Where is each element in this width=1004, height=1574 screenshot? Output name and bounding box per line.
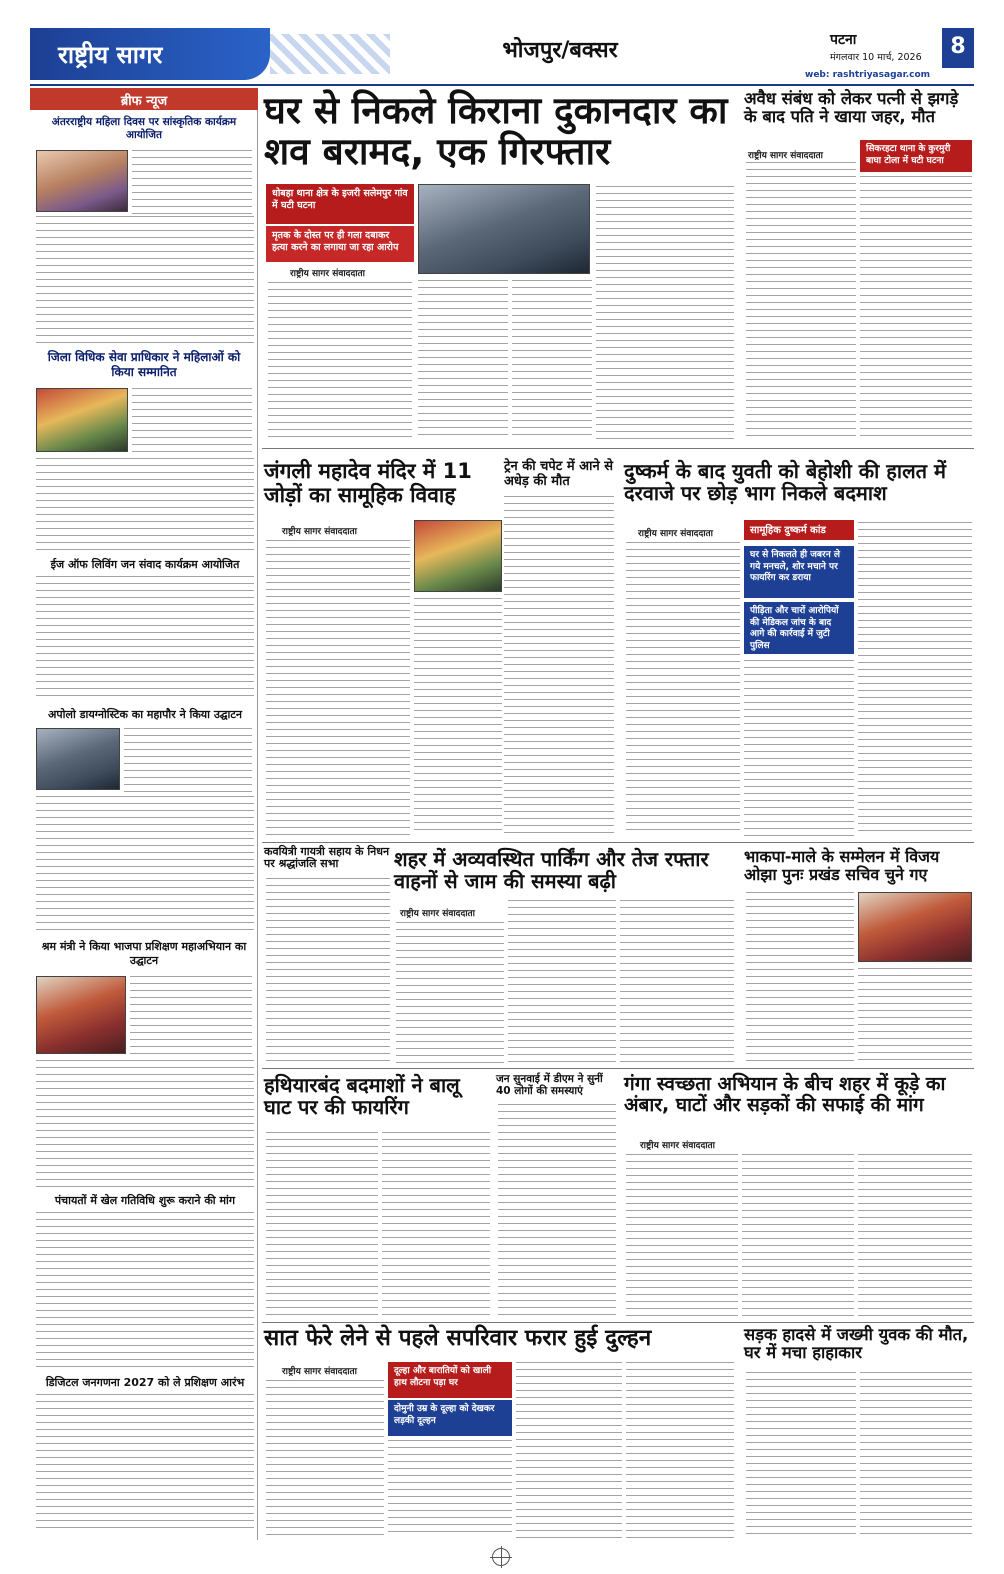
brief-photo (36, 976, 126, 1054)
train-body-text (504, 496, 614, 836)
top-right-body-text (860, 176, 972, 440)
firing-body-text (266, 1132, 378, 1318)
ganga-headline[interactable]: गंगा स्वच्छता अभियान के बीच शहर में कूड़े का अंबार, घाटों और सड़कों की सफाई की मांग (624, 1073, 946, 1117)
bride-body-text (626, 1362, 734, 1538)
edition-city: पटना (830, 32, 857, 48)
lead-subhead: मृतक के दोस्त पर ही गला दबाकर हत्या करने का लगाया जा रहा आरोप (266, 226, 414, 262)
parking-headline[interactable]: शहर में अव्यवस्थित पार्किंग और तेज रफ्तार वाहनों से जाम की समस्या बढ़ी (394, 847, 709, 894)
brief-news-label: ब्रीफ न्यूज (30, 88, 258, 110)
janta-headline[interactable]: जन सुनवाई में डीएम ने सुनीं 40 लोगों की समस्याएं (496, 1073, 603, 1097)
cpiml-body-text (858, 968, 972, 1064)
cpiml-photo (858, 892, 972, 962)
bride-box: दूल्हा और बारातियों को खाली हाथ लौटना पड़ा घर (388, 1362, 512, 1398)
wedding-body-text (414, 598, 502, 836)
accident-headline[interactable]: सड़क हादसे में जख्मी युवक की मौत, घर में मचा हाहाकार (744, 1325, 969, 1363)
bride-box: दोमुनी उम्र के दूल्हा को देखकर लड़की दूल्हन (388, 1400, 512, 1436)
accident-body-text (746, 1372, 856, 1538)
brief-headline[interactable]: पंचायतों में खेल गतिविधि शुरू कराने की मांग (54, 1194, 236, 1207)
top-right-headline[interactable]: अवैध संबंध को लेकर पत्नी से झगड़े के बाद पति ने खाया जहर, मौत (744, 89, 959, 127)
bride-headline[interactable]: सात फेरे लेने से पहले सपरिवार फरार हुई दुल्हन (264, 1325, 652, 1351)
bride-byline: राष्ट्रीय सागर संवाददाता (282, 1367, 358, 1377)
brief-headline[interactable]: अंतरराष्ट्रीय महिला दिवस पर सांस्कृतिक कार्यक्रम आयोजित (51, 116, 237, 142)
crime-box: पीड़िता और चारों आरोपियों की मेडिकल जांच के बाद आगे की कार्रवाई में जुटी पुलिस (744, 602, 854, 654)
brief-news-column (30, 88, 258, 1540)
crime-body-text (626, 542, 740, 836)
brief-body-text (130, 976, 252, 1056)
lead-headline[interactable]: घर से निकले किराना दुकानदार का शव बरामद, एक गिरफ्तार (264, 89, 728, 174)
divider (262, 448, 974, 449)
crime-body-text (858, 522, 972, 836)
brief-body-text (132, 388, 252, 454)
crime-body-text (744, 660, 854, 836)
masthead (30, 28, 974, 86)
brief-photo (36, 150, 128, 212)
brief-body-text (132, 150, 252, 214)
lead-kicker: धोबहा थाना क्षेत्र के इजरी सलेमपुर गांव में घटी घटना (266, 184, 414, 224)
firing-body-text (382, 1132, 490, 1318)
ganga-body-text (626, 1154, 738, 1318)
cpiml-body-text (746, 892, 854, 1064)
cpiml-headline[interactable]: भाकपा-माले के सम्मेलन में विजय ओझा पुनः प्रखंड सचिव चुने गए (744, 847, 940, 884)
brief-body-text (124, 728, 252, 792)
wedding-body-text (266, 540, 410, 836)
parking-byline: राष्ट्रीय सागर संवाददाता (400, 909, 476, 919)
lead-photo (418, 184, 590, 274)
brand-logo[interactable]: राष्ट्रीय सागर (30, 28, 270, 80)
divider (262, 1068, 974, 1069)
brief-headline[interactable]: श्रम मंत्री ने किया भाजपा प्रशिक्षण महाअभियान का उद्घाटन (41, 940, 247, 967)
lead-body-text (268, 282, 412, 440)
crime-box: घर से निकलते ही जबरन ले गये मनचले, शोर मचाने पर फायरिंग कर डराया (744, 546, 854, 598)
crime-label: सामूहिक दुष्कर्म कांड (744, 520, 854, 540)
divider (262, 1322, 974, 1323)
ganga-body-text (858, 1154, 972, 1318)
top-right-byline: राष्ट्रीय सागर संवाददाता (748, 151, 824, 161)
crime-byline: राष्ट्रीय सागर संवाददाता (638, 529, 714, 539)
lead-body-text (596, 186, 734, 440)
accident-body-text (860, 1372, 972, 1538)
parking-body-text (508, 900, 616, 1064)
wedding-byline: राष्ट्रीय सागर संवाददाता (282, 527, 358, 537)
poet-body-text (266, 878, 390, 1064)
brief-body-text (36, 1394, 254, 1534)
parking-body-text (620, 900, 734, 1064)
brief-body-text (36, 576, 254, 702)
wedding-photo (414, 520, 502, 592)
bride-body-text (516, 1362, 622, 1538)
brief-body-text (36, 458, 254, 554)
brief-headline[interactable]: डिजिटल जनगणना 2027 को ले प्रशिक्षण आरंभ (45, 1376, 245, 1389)
brief-body-text (36, 216, 254, 344)
train-headline[interactable]: ट्रेन की चपेट में आने से अधेड़ की मौत (504, 459, 614, 489)
brief-body-text (36, 1060, 254, 1188)
top-right-body-text (746, 162, 856, 440)
brief-headline[interactable]: जिला विधिक सेवा प्राधिकार ने महिलाओं को किया सम्मानित (47, 350, 241, 379)
page-number: 8 (942, 28, 974, 68)
website-link[interactable]: web: rashtriyasagar.com (805, 70, 931, 80)
wedding-headline[interactable]: जंगली महादेव मंदिर में 11 जोड़ों का सामूहिक विवाह (264, 459, 472, 507)
parking-body-text (396, 922, 504, 1064)
bride-body-text (388, 1440, 512, 1538)
brief-headline[interactable]: ईज ऑफ लिविंग जन संवाद कार्यक्रम आयोजित (50, 558, 240, 571)
brief-photo (36, 388, 128, 452)
issue-date: मंगलवार 10 मार्च, 2026 (830, 52, 922, 63)
section-title: भोजपुर/बक्सर (502, 38, 618, 63)
poet-headline[interactable]: कवयित्री गायत्री सहाय के निधन पर श्रद्धांजलि सभा (264, 845, 390, 871)
decorative-pattern (270, 34, 390, 74)
brief-headline[interactable]: अपोलो डायग्नोस्टिक का महापौर ने किया उद्घाटन (48, 708, 242, 721)
ganga-body-text (742, 1154, 854, 1318)
ganga-byline: राष्ट्रीय सागर संवाददाता (640, 1141, 716, 1151)
bride-body-text (266, 1380, 384, 1538)
registration-mark-icon (492, 1548, 510, 1566)
brief-photo (36, 728, 120, 790)
lead-body-text (512, 280, 592, 440)
divider (262, 842, 974, 843)
janta-body-text (498, 1104, 616, 1318)
crime-headline[interactable]: दुष्कर्म के बाद युवती को बेहोशी की हालत में दरवाजे पर छोड़ भाग निकले बदमाश (624, 459, 946, 506)
top-right-box: सिकरहटा थाना के कुरमुरी बाघा टोला में घटी घटना (860, 140, 972, 172)
brief-body-text (36, 1212, 254, 1368)
brief-body-text (36, 796, 254, 936)
lead-body-text (418, 280, 508, 440)
firing-headline[interactable]: हथियारबंद बदमाशों ने बालू घाट पर की फायरिंग (264, 1073, 460, 1120)
lead-byline: राष्ट्रीय सागर संवाददाता (290, 269, 366, 279)
